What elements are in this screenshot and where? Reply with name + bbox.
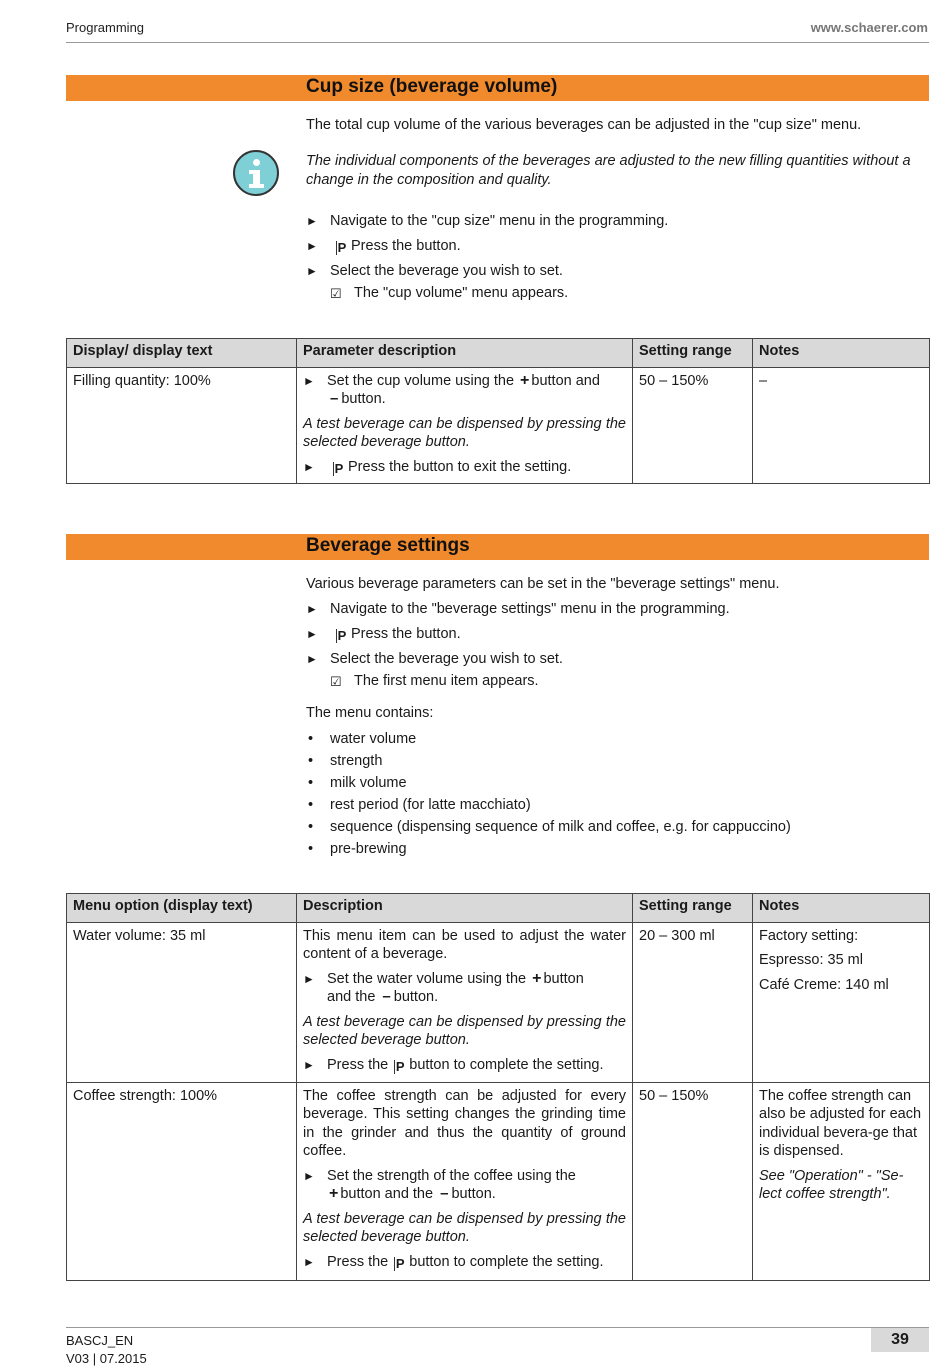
info-icon [233,150,279,196]
header-divider [66,42,929,43]
arrow-right-icon: ► [303,373,315,388]
step: ► P Press the button. [306,626,461,643]
step: ► Set the cup volume using the + button and – button. [303,371,600,407]
footer-doc-info [66,1332,147,1368]
table-cell-display: Filling quantity: 100% [67,367,297,483]
plus-button-icon: + [520,371,530,389]
table-row [67,922,930,1082]
header-section: Programming [66,20,145,35]
table-header: Menu option (display text) [67,894,297,923]
step: ► Press the P button to complete the setting. [303,1056,604,1074]
table-cell-range: 20 – 300 ml [633,922,753,1082]
menu-intro: The menu contains: [306,705,434,721]
arrow-right-icon: ► [306,264,318,278]
beverage-settings-table [66,893,930,1281]
p-button-icon: P [395,1255,405,1271]
test-beverage-note: A test beverage can be dispensed by pressing the selected beverage button. [303,1210,626,1245]
footer-divider [66,1327,929,1328]
step: ► Select the beverage you wish to set. [306,263,563,279]
table-cell-range: 50 – 150% [633,1082,753,1280]
table-header: Notes [753,894,930,923]
cup-size-intro-block [306,116,930,135]
test-beverage-note: A test beverage can be dispensed by pressing the selected beverage button. [303,415,626,450]
list-item: • rest period (for latte macchiato) [308,797,531,813]
section-title-beverage-settings: Beverage settings [306,535,470,556]
arrow-right-icon: ► [303,459,315,474]
step: ► Set the water volume using the + button and the – button. [303,969,584,1005]
table-row [67,367,930,483]
cup-size-table [66,338,930,484]
arrow-right-icon: ► [303,1057,315,1072]
arrow-right-icon: ► [303,1254,315,1269]
header-website: www.schaerer.com [810,20,928,35]
table-cell-notes [753,1082,930,1280]
table-cell-notes [753,922,930,1082]
table-header: Setting range [633,894,753,923]
table-cell-description [297,367,633,483]
p-button-icon: P [395,1058,405,1074]
test-beverage-note: A test beverage can be dispensed by pressing the selected beverage button. [303,1013,626,1048]
notes-line: Café Creme: 140 ml [759,976,889,993]
checkbox-icon: ☑ [330,674,342,689]
page-number: 39 [871,1328,929,1352]
table-header: Parameter description [297,339,633,368]
section-title-cup-size: Cup size (beverage volume) [306,76,558,97]
table-header: Description [297,894,633,923]
step: ► Press the P button to complete the setting. [303,1253,604,1271]
p-button-icon: P [337,240,347,255]
description-text: This menu item can be used to adjust the water content of a beverage. [303,927,626,962]
cup-size-steps [306,212,930,309]
step-result: ☑ The first menu item appears. [330,673,539,689]
arrow-right-icon: ► [303,971,315,986]
p-button-icon: P [337,628,347,643]
table-cell-description [297,1082,633,1280]
p-button-icon: P [334,460,344,476]
cup-size-note: The individual components of the beverages are adjusted to the new filling quantities without a change in the composition and quality. [306,153,911,188]
list-item: • sequence (dispensing sequence of milk and coffee, e.g. for cappuccino) [308,819,791,835]
list-item: • milk volume [308,775,407,791]
checkbox-icon: ☑ [330,286,342,301]
step: ► Select the beverage you wish to set. [306,651,563,667]
plus-button-icon: + [329,1185,339,1202]
table-cell-option: Water volume: 35 ml [67,922,297,1082]
step: ► Navigate to the "cup size" menu in the programming. [306,213,669,229]
footer-doc-id: BASCJ_EN [66,1333,134,1348]
arrow-right-icon: ► [306,627,318,641]
beverage-settings-body [306,575,930,862]
step-result: ☑ The "cup volume" menu appears. [330,285,569,301]
description-text: The coffee strength can be adjusted for every beverage. This setting changes the grinding time in the grinder and thus the quantity of ground coffee. [303,1087,626,1159]
notes-reference: See "Operation" - "Se-lect coffee strength". [759,1167,904,1202]
notes-line: The coffee strength can also be adjusted for each individual bevera-ge that is dispensed. [759,1087,922,1159]
arrow-right-icon: ► [306,239,318,253]
notes-line: Espresso: 35 ml [759,952,863,968]
table-cell-notes: – [753,367,930,483]
table-header: Display/ display text [67,339,297,368]
arrow-right-icon: ► [306,602,318,616]
arrow-right-icon: ► [306,214,318,228]
table-header: Notes [753,339,930,368]
list-item: • strength [308,753,383,769]
arrow-right-icon: ► [303,1168,315,1183]
step: ► Set the strength of the coffee using the + button and the – button. [303,1167,576,1202]
notes-line: Factory setting: [759,927,859,944]
beverage-settings-intro: Various beverage parameters can be set in the "beverage settings" menu. [306,576,780,592]
plus-button-icon: + [532,969,542,987]
table-cell-description [297,922,633,1082]
step: ► Navigate to the "beverage settings" menu in the programming. [306,601,730,617]
step: ► P Press the button to exit the setting. [303,458,572,476]
step: ► P Press the button. [306,238,461,255]
list-item: • pre-brewing [308,841,407,857]
footer-version: V03 | 07.2015 [66,1351,147,1366]
section-band-cup-size [66,75,929,101]
cup-size-note-block [306,152,930,190]
table-header: Setting range [633,339,753,368]
minus-button-icon: – [382,988,391,1005]
table-header-row [67,894,930,923]
minus-button-icon: – [440,1185,449,1202]
minus-button-icon: – [330,390,339,407]
cup-size-intro: The total cup volume of the various beverages can be adjusted in the "cup size" menu. [306,117,862,133]
list-item: • water volume [308,731,417,747]
table-header-row [67,339,930,368]
arrow-right-icon: ► [306,652,318,666]
table-cell-option: Coffee strength: 100% [67,1082,297,1280]
table-row [67,1082,930,1280]
section-band-beverage-settings [66,534,929,560]
table-cell-range: 50 – 150% [633,367,753,483]
